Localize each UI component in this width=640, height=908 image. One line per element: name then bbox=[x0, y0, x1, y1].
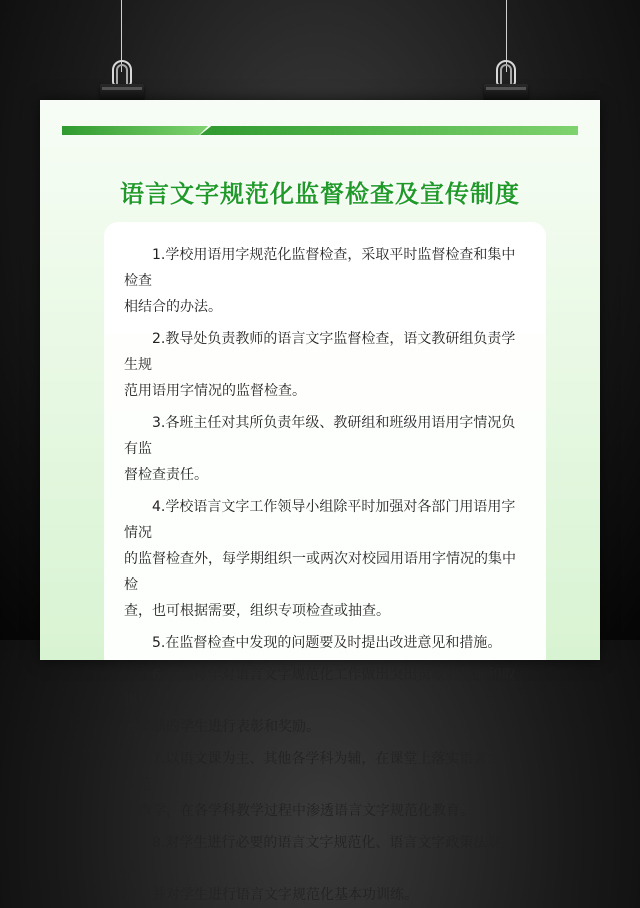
poster bbox=[40, 100, 600, 903]
rules-panel bbox=[104, 222, 546, 903]
decorative-bar-left bbox=[62, 126, 208, 135]
rule-item: 3.各班主任对其所负责年级、教研组和班级用语用字情况负有监 督检查责任。 bbox=[124, 415, 516, 483]
rule-item: 7.以语文课为主、其他各学科为辅，在课堂上落实语言文字规范 化教学，在各学科教学过程中渗透语言文字规范化教育。 bbox=[124, 751, 516, 819]
rule-item: 6.学校每年对语言文字规范化工作做出突出贡献的教师和取得优 异成绩的学生进行表彰和奖励。 bbox=[124, 667, 516, 735]
poster-title: 语言文字规范化监督检查及宣传制度 bbox=[120, 180, 520, 208]
rule-item: 1.学校用语用字规范化监督检查，采取平时监督检查和集中检查 相结合的办法。 bbox=[124, 247, 516, 315]
decorative-bar-right bbox=[200, 126, 578, 135]
rule-item: 8.对学生进行必要的语言文字规范化、语言文字政策法规等教 育，并对学生进行语言文字规范化基本功训练。 bbox=[124, 835, 516, 903]
rule-item: 4.学校语言文字工作领导小组除平时加强对各部门用语用字情况 的监督检查外，每学期组织一或两次对校园用语用字情况的集中检 查，也可根据需要，组织专项检查或抽查。 bbox=[124, 499, 516, 619]
rule-item: 5.在监督检查中发现的问题要及时提出改进意见和措施。 bbox=[152, 635, 502, 651]
rule-item: 2.教导处负责教师的语言文字监督检查，语文教研组负责学生规 范用语用字情况的监督检查。 bbox=[124, 331, 516, 399]
